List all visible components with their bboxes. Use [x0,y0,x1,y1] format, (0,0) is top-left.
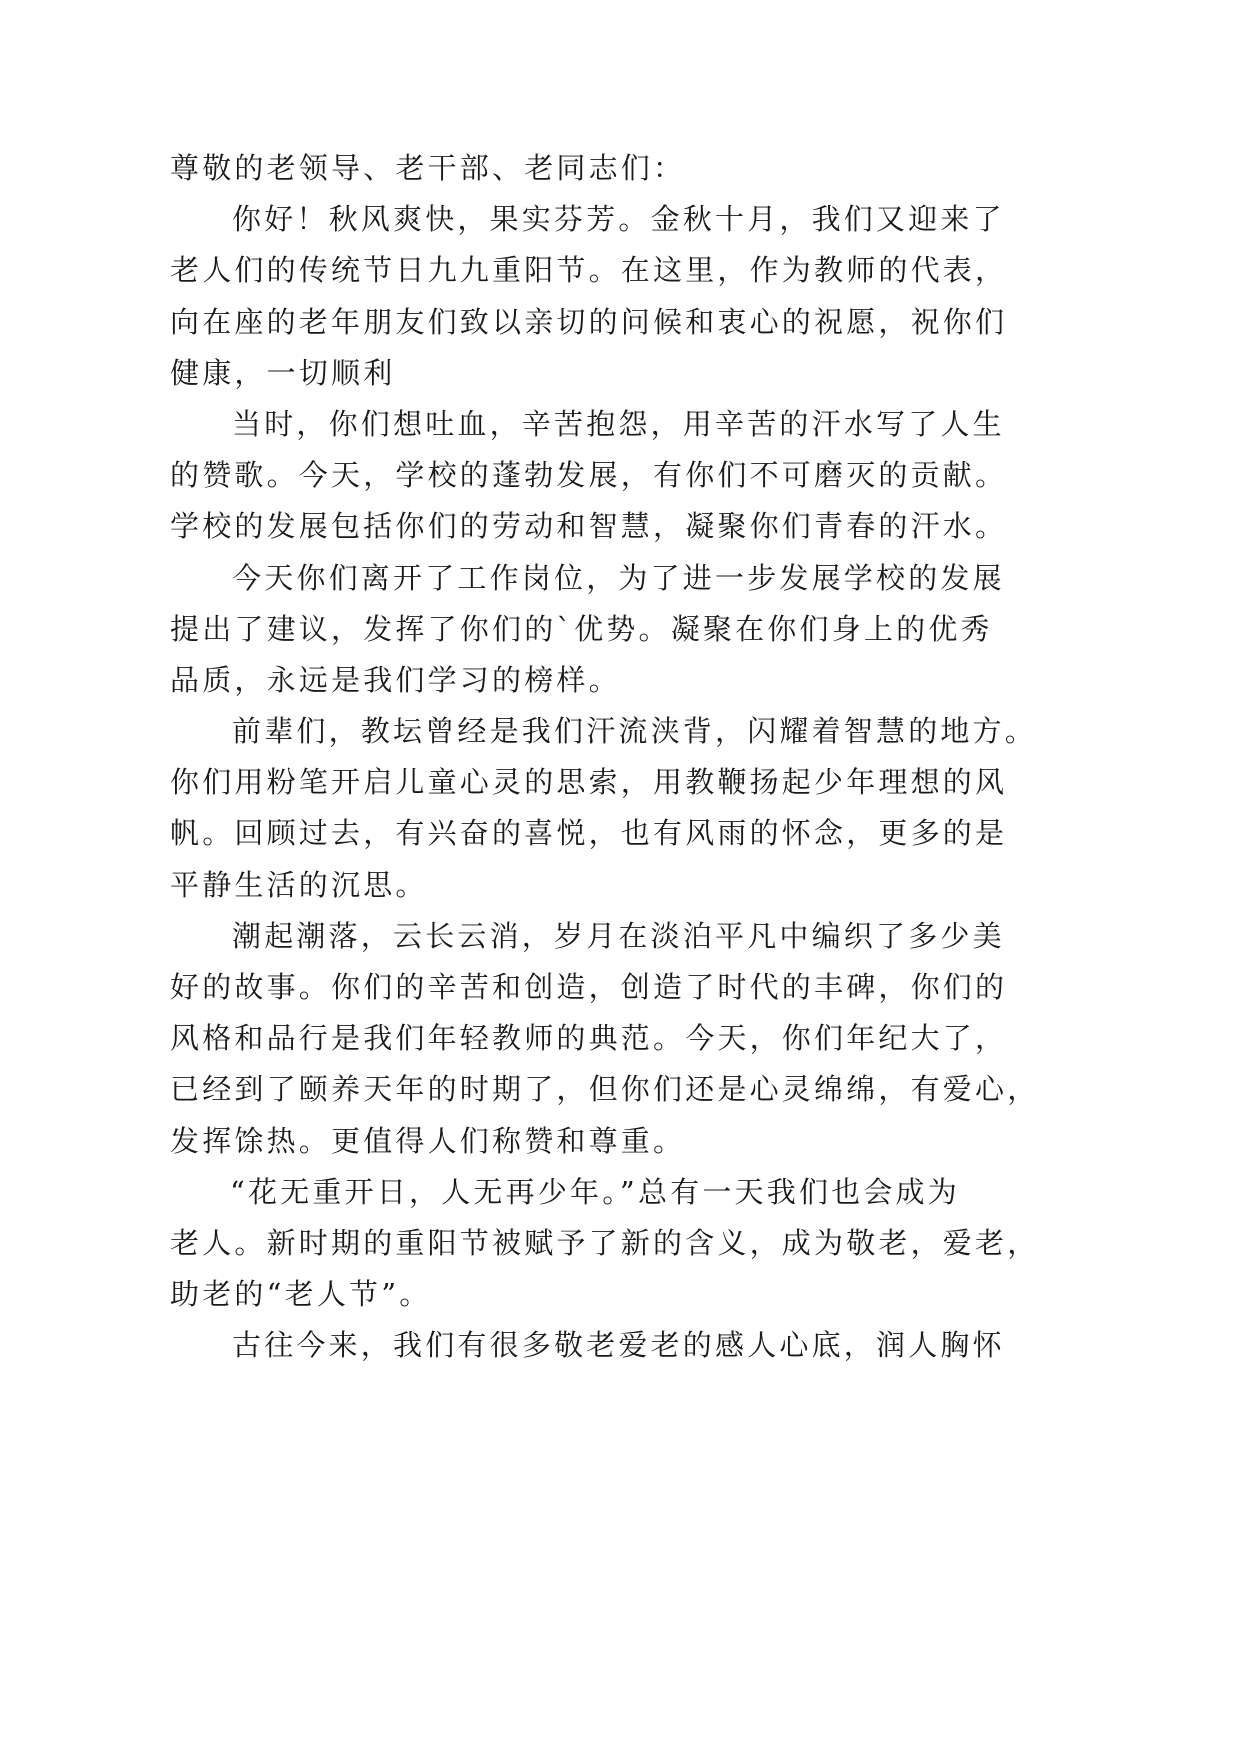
text-line: “花无重开日，人无再少年。”总有一天我们也会成为 [230,1174,960,1209]
text-line: 的赞歌。今天，学校的蓬勃发展，有你们不可磨灭的贡献。 [170,458,1008,493]
text-line: 当时，你们想吐血，辛苦抱怨，用辛苦的汗水写了人生 [232,406,1005,441]
text-line: 健康，一切顺利 [170,355,396,390]
text-line: 你们用粉笔开启儿童心灵的思索，用教鞭扬起少年理想的风 [170,765,1008,800]
text-line: 平静生活的沉思。 [170,867,428,902]
document-body [170,143,1040,1372]
text-line: 发挥馀热。更值得人们称赞和尊重。 [170,1123,686,1158]
text-line: 助老的“老人节”。 [170,1277,432,1312]
text-line: 学校的发展包括你们的劳动和智慧，凝聚你们青春的汗水。 [170,509,1008,544]
text-line: 帆。回顾过去，有兴奋的喜悦，也有风雨的怀念，更多的是 [170,816,1008,851]
text-line: 向在座的老年朋友们致以亲切的问候和衷心的祝愿，祝你们 [170,304,1008,339]
salutation-line: 尊敬的老领导、老干部、老同志们： [170,151,686,185]
text-line: 提出了建议，发挥了你们的`优势。凝聚在你们身上的优秀 [170,611,993,646]
text-line: 你好！秋风爽快，果实芬芳。金秋十月，我们又迎来了 [232,202,1005,237]
text-line: 品质，永远是我们学习的榜样。 [170,662,621,697]
text-line: 今天你们离开了工作岗位，为了进一步发展学校的发展 [232,560,1005,595]
text-line: 风格和品行是我们年轻教师的典范。今天，你们年纪大了， [170,1021,1008,1056]
text-line: 老人。新时期的重阳节被赋予了新的含义，成为敬老，爱老， [170,1225,1040,1260]
text-line: 前辈们，教坛曾经是我们汗流浃背，闪耀着智慧的地方。 [232,714,1038,749]
text-line: 老人们的传统节日九九重阳节。在这里，作为教师的代表， [170,253,1008,288]
text-line: 潮起潮落，云长云消，岁月在淡泊平凡中编织了多少美 [232,918,1005,953]
text-line: 好的故事。你们的辛苦和创造，创造了时代的丰碑，你们的 [170,970,1008,1004]
text-line: 古往今来，我们有很多敬老爱老的感人心底，润人胸怀 [232,1328,1005,1363]
text-line: 已经到了颐养天年的时期了，但你们还是心灵绵绵，有爱心， [170,1072,1040,1107]
